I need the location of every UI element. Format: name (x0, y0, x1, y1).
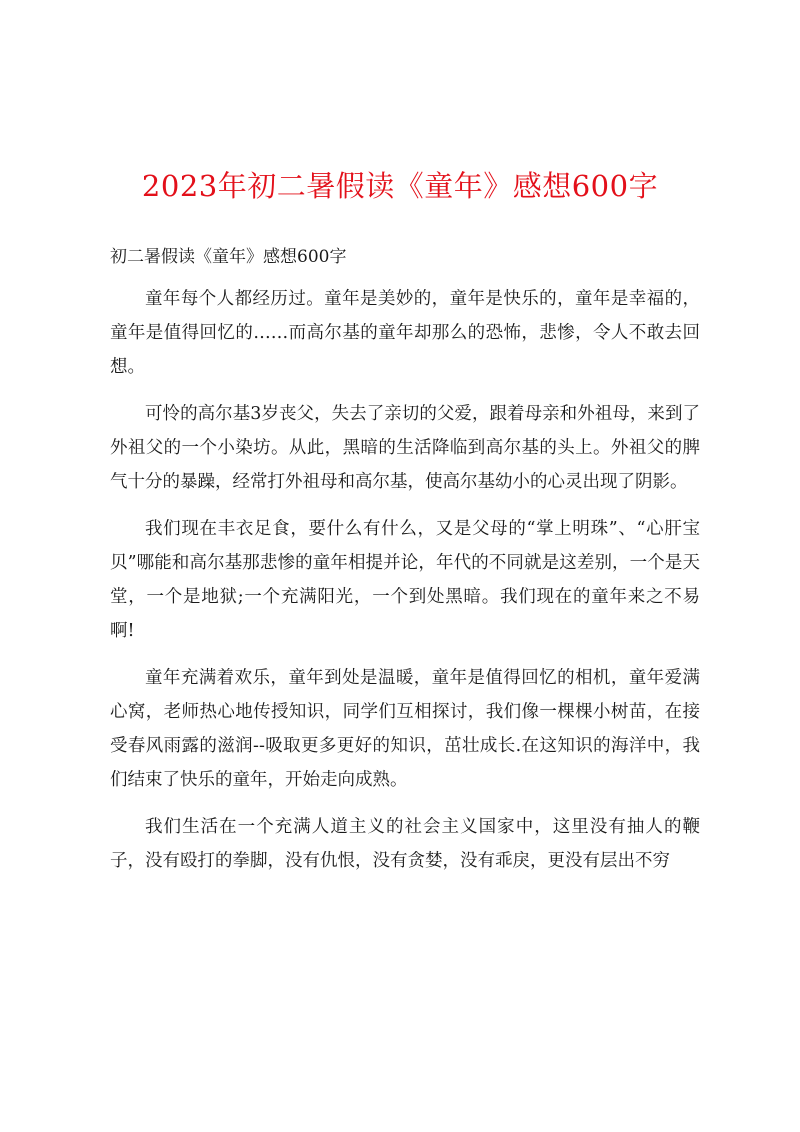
paragraph-1: 童年每个人都经历过。童年是美妙的，童年是快乐的，童年是幸福的，童年是值得回忆的……而高尔基的童年却那么的恐怖，悲惨，令人不敢去回想。 (110, 289, 700, 377)
document-subtitle: 初二暑假读《童年》感想600字 (110, 247, 347, 267)
document-title: 2023年初二暑假读《童年》感想600字 (141, 169, 659, 203)
paragraph-4: 童年充满着欢乐，童年到处是温暖，童年是值得回忆的相机，童年爱满心窝，老师热心地传授知识，同学们互相探讨，我们像一棵棵小树苗，在接受春风雨露的滋润--吸取更多更好的知识，茁壮成长.在这知识的海洋中，我们结束了快乐的童年，开始走向成熟。 (110, 668, 700, 790)
paragraph-5: 我们生活在一个充满人道主义的社会主义国家中，这里没有抽人的鞭子，没有殴打的拳脚，没有仇恨，没有贪婪，没有乖戾，更没有层出不穷 (110, 817, 700, 871)
paragraph-2: 可怜的高尔基3岁丧父，失去了亲切的父爱，跟着母亲和外祖母，来到了外祖父的一个小染坊。从此，黑暗的生活降临到高尔基的头上。外祖父的脾气十分的暴躁，经常打外祖母和高尔基，使高尔基幼小的心灵出现了阴影。 (110, 404, 700, 492)
paragraph-3: 我们现在丰衣足食，要什么有什么，又是父母的“掌上明珠”、“心肝宝贝”哪能和高尔基那悲惨的童年相提并论，年代的不同就是这差别，一个是天堂，一个是地狱;一个充满阳光，一个到处黑暗。我们现在的童年来之不易啊! (110, 519, 700, 641)
document-body (110, 282, 700, 891)
